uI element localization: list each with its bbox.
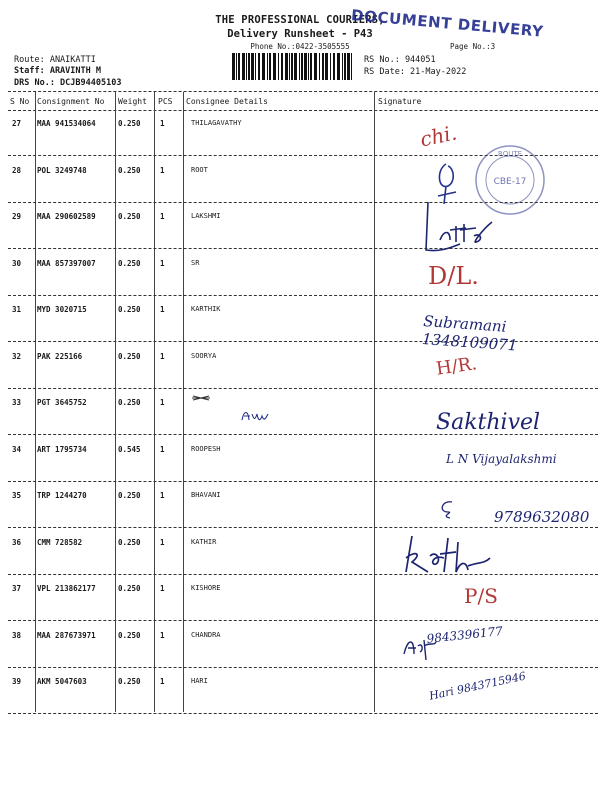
runsheet-title: Delivery Runsheet - P43	[227, 28, 373, 40]
cell-consignee: BHAVANI	[191, 491, 221, 499]
cell-sno: 28	[12, 165, 22, 175]
cell-weight: 0.250	[118, 677, 141, 686]
barcode-bar	[248, 53, 250, 80]
barcode-bar	[301, 53, 303, 80]
col-header-consignee: Consignee Details	[186, 97, 268, 106]
cell-weight: 0.250	[118, 630, 141, 640]
cell-consignee: ROOPESH	[191, 444, 221, 453]
page-number: Page No.:3	[450, 42, 496, 51]
barcode-bar	[242, 53, 245, 80]
cell-pcs: 1	[160, 444, 165, 454]
barcode-bar	[232, 53, 235, 80]
signature-row-29	[420, 200, 500, 260]
row-divider	[8, 527, 598, 528]
cell-weight: 0.250	[118, 537, 141, 547]
cell-consignment: PGT 3645752	[37, 398, 87, 407]
cell-sno: 38	[12, 630, 22, 640]
barcode-bar	[255, 53, 256, 80]
cell-pcs: 1	[160, 537, 165, 547]
cell-sno: 27	[12, 119, 22, 128]
barcode-bar	[347, 53, 350, 80]
signature-row-34: L N Vijayalakshmi	[446, 452, 557, 466]
cell-consignee: HARI	[191, 677, 208, 685]
col-line	[115, 92, 116, 712]
cell-pcs: 1	[160, 491, 165, 500]
barcode-bar	[285, 53, 288, 80]
cell-weight: 0.250	[118, 119, 141, 128]
cell-pcs: 1	[160, 584, 165, 593]
row-divider	[8, 248, 598, 249]
cell-sno: 31	[12, 305, 22, 314]
barcode-bar	[314, 53, 317, 80]
barcode-bar	[273, 53, 276, 80]
col-header-consignment: Consignment No	[37, 97, 105, 106]
col-header-sno: S No	[10, 97, 30, 106]
col-header-signature: Signature	[378, 97, 422, 106]
cell-consignee: CHANDRA	[191, 630, 221, 639]
cell-sno: 30	[12, 258, 22, 268]
signature-row-37: P/S	[464, 584, 498, 608]
cell-weight: 0.250	[118, 398, 141, 407]
cell-consignment: AKM 5047603	[37, 677, 87, 686]
barcode-bar	[337, 53, 340, 80]
signature-row-30: D/L.	[428, 262, 479, 290]
cell-sno: 36	[12, 537, 22, 547]
row-divider	[8, 667, 598, 668]
barcode-bar	[344, 53, 346, 80]
cell-weight: 0.250	[118, 165, 141, 175]
rs-date: RS Date: 21-May-2022	[364, 67, 467, 77]
cell-pcs: 1	[160, 398, 165, 407]
phone-number: Phone No.:0422-3505555	[250, 42, 350, 51]
row-divider	[8, 481, 598, 482]
barcode-bar	[299, 53, 300, 80]
cell-pcs: 1	[160, 258, 165, 268]
row-divider	[8, 713, 598, 714]
route-label: Route: ANAIKATTI	[14, 55, 96, 65]
barcode-bar	[246, 53, 247, 80]
cell-consignee: KATHIR	[191, 537, 217, 546]
row-divider	[8, 295, 598, 296]
row-divider	[8, 620, 598, 621]
cell-sno: 39	[12, 677, 22, 686]
row-divider	[8, 574, 598, 575]
cell-consignment: MYD 3020715	[37, 305, 87, 314]
round-stamp-center: CBE-17	[493, 177, 527, 187]
barcode-bar	[351, 53, 352, 80]
barcode-bar	[289, 53, 290, 80]
drs-label: DRS No.: DCJB94405103	[14, 78, 122, 88]
barcode-bar	[294, 53, 297, 80]
cell-consignee: ROOT	[191, 165, 208, 174]
cell-consignment: POL 3249748	[37, 165, 87, 175]
barcode-bar	[308, 53, 309, 80]
barcode-bar	[262, 53, 265, 80]
cell-consignment: MAA 287673971	[37, 630, 96, 640]
cell-pcs: 1	[160, 351, 165, 361]
cell-weight: 0.250	[118, 351, 141, 361]
cell-weight: 0.250	[118, 584, 141, 593]
barcode-bar	[269, 53, 271, 80]
signature-row-33: Sakthivel	[436, 410, 541, 435]
cell-sno: 34	[12, 444, 22, 454]
barcode-bar	[333, 53, 335, 80]
cell-sno: 32	[12, 351, 22, 361]
col-header-weight: Weight	[118, 97, 147, 106]
cell-weight: 0.250	[118, 212, 141, 221]
cell-consignee: SR	[191, 258, 200, 267]
cell-weight: 0.250	[118, 305, 141, 314]
cell-consignee: SOORYA	[191, 351, 217, 360]
cell-sno: 35	[12, 491, 22, 500]
document-delivery-stamp: DOCUMENT DELIVERY	[350, 6, 545, 41]
cell-consignee: KARTHIK	[191, 305, 221, 313]
cell-weight: 0.250	[118, 491, 141, 500]
barcode-bar	[319, 53, 320, 80]
company-name: THE PROFESSIONAL COURIERS,	[215, 14, 385, 26]
cell-consignee: THILAGAVATHY	[191, 119, 242, 127]
col-line	[154, 92, 155, 712]
cell-pcs: 1	[160, 630, 165, 640]
cell-pcs: 1	[160, 305, 165, 314]
cell-consignment: MAA 941534064	[37, 119, 96, 128]
table-header-divider	[8, 110, 598, 111]
cell-consignment: TRP 1244270	[37, 491, 87, 500]
barcode-bar	[325, 53, 328, 80]
barcode-bar	[304, 53, 307, 80]
cell-weight: 0.545	[118, 444, 141, 454]
barcode-bar	[278, 53, 279, 80]
barcode-bar	[342, 53, 343, 80]
signature-row-39: Hari 9843715946	[428, 669, 527, 703]
cell-consignment: MAA 857397007	[37, 258, 96, 268]
staff-label: Staff: ARAVINTH M	[14, 66, 101, 76]
cell-sno: 37	[12, 584, 22, 593]
signature-row-31: Subramani 1348109071	[421, 312, 518, 355]
cell-consignee: KISHORE	[191, 584, 221, 592]
barcode-bar	[251, 53, 254, 80]
cell-pcs: 1	[160, 212, 165, 221]
barcode-bar	[267, 53, 268, 80]
round-stamp-top: ROUTE	[497, 150, 523, 158]
signature-row-35: 9789632080	[494, 508, 590, 526]
row-divider	[8, 388, 598, 389]
barcode-bar	[322, 53, 324, 80]
table-top-divider	[8, 91, 598, 92]
cell-sno: 29	[12, 212, 22, 221]
barcode-bar	[258, 53, 260, 80]
signature-row-32: H/R.	[434, 353, 479, 380]
col-line	[374, 92, 375, 712]
col-header-pcs: PCS	[158, 97, 173, 106]
cell-pcs: 1	[160, 165, 165, 175]
barcode-bar	[236, 53, 237, 80]
cell-pcs: 1	[160, 677, 165, 686]
cell-consignment: VPL 213862177	[37, 584, 96, 593]
rs-number: RS No.: 944051	[364, 55, 436, 65]
cell-consignment: MAA 290602589	[37, 212, 96, 221]
col-line	[35, 92, 36, 712]
barcode-bar	[291, 53, 293, 80]
barcode-bar	[281, 53, 283, 80]
signature-row-27: chi.	[417, 120, 459, 152]
struck-out-text	[190, 393, 212, 403]
consignee-handwriting	[238, 406, 278, 426]
signature-row-35-initial	[436, 498, 458, 520]
cell-sno: 33	[12, 398, 22, 407]
signature-row-38: 9843396177	[426, 624, 504, 646]
barcode	[232, 53, 356, 80]
col-line	[183, 92, 184, 712]
cell-consignee: LAKSHMI	[191, 212, 221, 220]
barcode-bar	[238, 53, 240, 80]
cell-consignment: ART 1795734	[37, 444, 87, 454]
cell-pcs: 1	[160, 119, 165, 128]
cell-consignment: PAK 225166	[37, 351, 83, 361]
barcode-bar	[310, 53, 312, 80]
signature-row-36	[400, 532, 496, 580]
barcode-bar	[330, 53, 331, 80]
cell-weight: 0.250	[118, 258, 141, 268]
cell-consignment: CMM 728582	[37, 537, 83, 547]
